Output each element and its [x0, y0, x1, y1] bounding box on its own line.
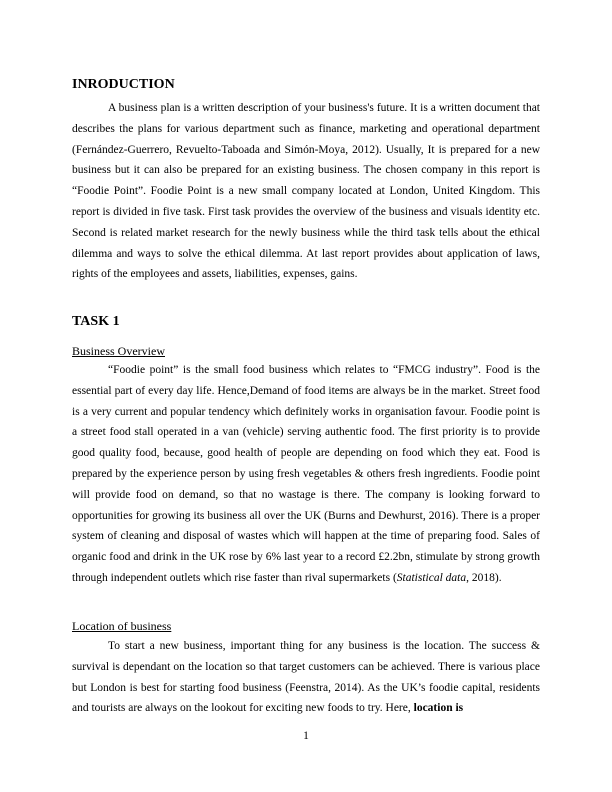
location-bold-tail: location is — [413, 702, 464, 715]
business-overview-paragraph — [72, 360, 540, 589]
page-number: 1 — [303, 730, 309, 742]
location-paragraph — [72, 636, 540, 719]
overview-text: “Foodie point” is the small food business which relates to “FMCG industry”. Food is the essential part of every day life. Hence,Demand of food items are always be in the market. Street food is a very current and popular tendency which definitely works in organisation favour. Foodie point is a street food stall operated in a van (vehicle) serving authentic food. The first priority is to provide good quality food, because, good health of people are depending on food which they eat. Food is prepared by the experience person by using fresh vegetables & others fresh ingredients. Foodie point will provide food on demand, so that no wastage is there. The company is looking forward to opportunities for growing its business all over the UK (Burns and Dewhurst, 2016). There is a proper system of cleaning and disposal of wastes which will happen at the time of preparing food. Sales of organic food and drink in the UK rose by 6% last year to a record £2.2bn, stimulate by strong growth through independent outlets which rise faster than rival supermarkets ( — [72, 364, 540, 584]
business-overview-subheading: Business Overview — [72, 344, 165, 358]
location-subheading: Location of business — [72, 619, 172, 633]
task1-heading: TASK 1 — [72, 314, 120, 329]
intro-heading: INRODUCTION — [72, 77, 175, 92]
citation-italic: Statistical data — [396, 571, 467, 584]
location-text: To start a new business, important thing for any business is the location. The success & survival is dependant on the location so that target customers can be achieved. There is various place but London is best for starting food business (Feenstra, 2014). As the UK’s foodie capital, residents and tourists are always on the lookout for exciting new foods to try. Here, — [72, 640, 540, 715]
intro-paragraph: A business plan is a written description of your business's future. It is a written document that describes the plans for various department such as finance, marketing and operational department (Fernández-Guerrero, Revuelto-Taboada and Simón-Moya, 2012). Usually, It is prepared for a new business but it can also be prepared for an existing business. The chosen company in this report is “Foodie Point”. Foodie Point is a new small company located at London, United Kingdom. This report is divided in five task. First task provides the overview of the business and visuals identity etc. Second is related market research for the newly business while the third task tells about the ethical dilemma and ways to solve the ethical dilemma. At last report provides about application of laws, rights of the employees and assets, liabilities, expenses, gains. — [72, 102, 540, 281]
overview-text-end: , 2018). — [466, 571, 502, 584]
